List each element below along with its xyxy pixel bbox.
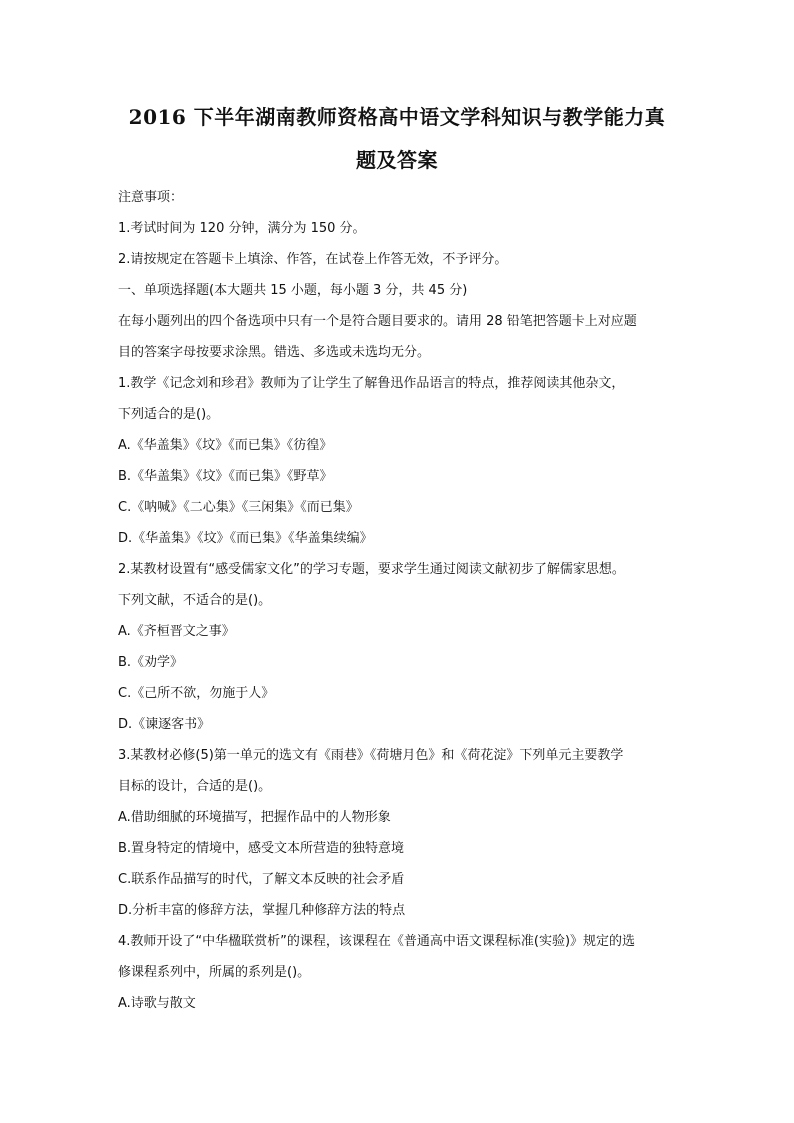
question-2-option-c: C.《己所不欲，勿施于人》 xyxy=(118,686,275,701)
question-4-option-a: A.诗歌与散文 xyxy=(118,996,196,1011)
question-3-stem-line-2: 目标的设计，合适的是()。 xyxy=(118,779,272,794)
document-title-line-1: 2016 下半年湖南教师资格高中语文学科知识与教学能力真 xyxy=(128,105,666,129)
question-3-option-a: A.借助细腻的环境描写，把握作品中的人物形象 xyxy=(118,810,391,825)
section-instruction-line-2: 目的答案字母按要求涂黑。错选、多选或未选均无分。 xyxy=(118,345,431,360)
question-1-option-d: D.《华盖集》《坟》《而已集》《华盖集续编》 xyxy=(118,531,373,546)
notice-item-1: 1.考试时间为 120 分钟，满分为 150 分。 xyxy=(118,221,366,236)
question-1-stem-line-1: 1.教学《记念刘和珍君》教师为了让学生了解鲁迅作品语言的特点，推荐阅读其他杂文， xyxy=(118,376,625,391)
question-2-option-b: B.《劝学》 xyxy=(118,655,184,670)
question-3-option-c: C.联系作品描写的时代，了解文本反映的社会矛盾 xyxy=(118,872,405,887)
question-2-option-d: D.《谏逐客书》 xyxy=(118,717,211,732)
question-2-stem-line-2: 下列文献，不适合的是()。 xyxy=(118,593,272,608)
notice-heading: 注意事项： xyxy=(118,190,184,205)
question-1-option-a: A.《华盖集》《坟》《而已集》《彷徨》 xyxy=(118,438,333,453)
question-1-stem-line-2: 下列适合的是()。 xyxy=(118,407,220,422)
question-3-stem-line-1: 3.某教材必修(5)第一单元的选文有《雨巷》《荷塘月色》和《荷花淀》下列单元主要教学 xyxy=(118,748,624,763)
question-2-stem-line-1: 2.某教材设置有“感受儒家文化”的学习专题，要求学生通过阅读文献初步了解儒家思想。 xyxy=(118,562,625,577)
section-instruction-line-1: 在每小题列出的四个备选项中只有一个是符合题目要求的。请用 28 铅笔把答题卡上对应题 xyxy=(118,314,637,329)
question-3-option-d: D.分析丰富的修辞方法，掌握几种修辞方法的特点 xyxy=(118,903,406,918)
question-4-stem-line-2: 修课程系列中，所属的系列是()。 xyxy=(118,965,311,980)
section-heading: 一、单项选择题(本大题共 15 小题，每小题 3 分，共 45 分) xyxy=(118,283,468,298)
question-1-option-b: B.《华盖集》《坟》《而已集》《野草》 xyxy=(118,469,333,484)
notice-item-2: 2.请按规定在答题卡上填涂、作答，在试卷上作答无效，不予评分。 xyxy=(118,252,508,267)
document-title-line-2: 题及答案 xyxy=(356,148,438,172)
question-3-option-b: B.置身特定的情境中，感受文本所营造的独特意境 xyxy=(118,841,405,856)
question-1-option-c: C.《呐喊》《二心集》《三闲集》《而已集》 xyxy=(118,500,359,515)
document-body xyxy=(118,182,678,1019)
question-2-option-a: A.《齐桓晋文之事》 xyxy=(118,624,235,639)
question-4-stem-line-1: 4.教师开设了“中华楹联赏析”的课程，该课程在《普通高中语文课程标准(实验)》规定的选 xyxy=(118,934,636,949)
